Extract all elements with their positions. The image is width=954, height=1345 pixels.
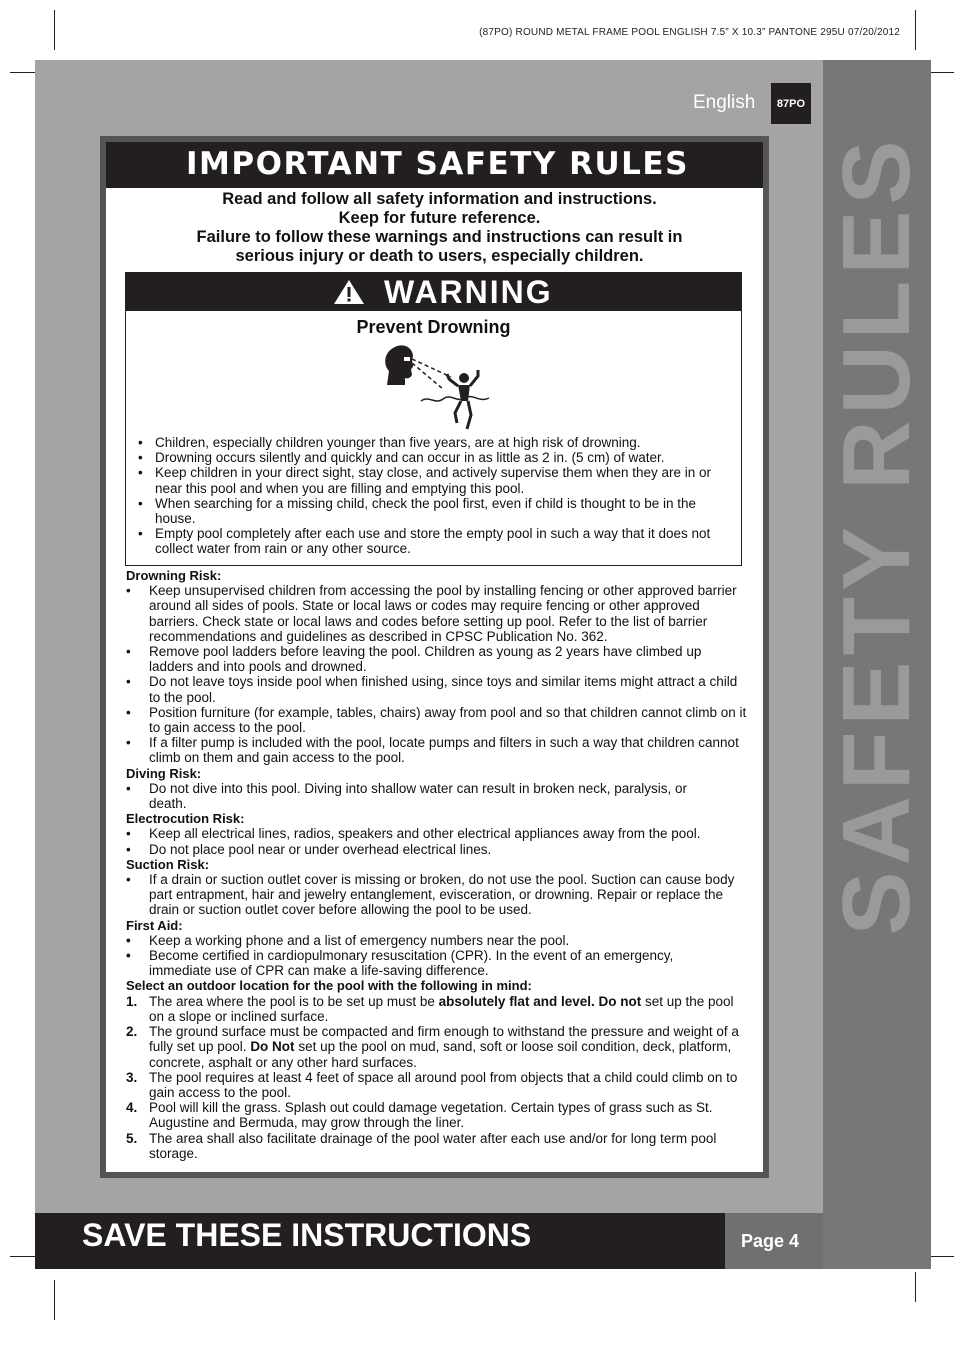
list-item: • When searching for a missing child, check the pool first, even if child is thought to be in the house. xyxy=(137,496,737,526)
list-item xyxy=(126,1024,748,1070)
list-item xyxy=(126,1070,748,1100)
footer-bar xyxy=(35,1213,725,1269)
list-item: • Position furniture (for example, tables, chairs) away from pool and so that children cannot climb on it to gain access to the pool. xyxy=(126,705,748,735)
section-title: Drowning Risk: xyxy=(126,568,222,583)
intro-line: serious injury or death to users, especially children. xyxy=(235,247,644,265)
safety-rules xyxy=(126,568,748,1161)
first-aid-list xyxy=(126,933,748,979)
page-number: Page 4 xyxy=(740,1230,800,1251)
list-item: • Become certified in cardiopulmonary resuscitation (CPR). In the event of an emergency, immediate use of CPR can make a life-saving difference. xyxy=(126,948,748,978)
item-text: The area where the pool is to be set up must be xyxy=(149,993,439,1009)
warning-box xyxy=(125,272,742,566)
language-label: English xyxy=(693,92,756,113)
page-title: IMPORTANT SAFETY RULES xyxy=(186,146,689,182)
crop-mark xyxy=(10,1256,35,1257)
intro-line: Keep for future reference. xyxy=(338,209,541,227)
item-text: Pool will kill the grass. Splash out could damage vegetation. Certain types of grass such as St. Augustine and Bermuda, may grow through the liner. xyxy=(149,1100,713,1131)
warning-list xyxy=(137,435,737,557)
diving-risk-list xyxy=(126,781,748,811)
section-title: First Aid: xyxy=(126,917,183,933)
item-number: 1. xyxy=(126,993,138,1009)
list-item: • Keep a working phone and a list of emergency numbers near the pool. xyxy=(126,933,748,948)
intro-line: Read and follow all safety information and instructions. xyxy=(222,190,657,208)
list-item: • Keep unsupervised children from accessing the pool by installing fencing or other approved barrier around all sides of pools. State or local laws or codes may require fencing or other approved barriers. Check state or local laws and codes before setting up pool. Refer to the list of barrier recommendations and guidelines as described in CPSC Publication No. 362. xyxy=(126,583,748,644)
side-label xyxy=(823,60,931,1269)
side-label-text: SAFETY RULES xyxy=(823,134,930,936)
warning-triangle-icon xyxy=(333,279,365,305)
footer-title: SAVE THESE INSTRUCTIONS xyxy=(82,1217,532,1253)
item-number: 3. xyxy=(126,1069,138,1085)
item-emphasis: absolutely flat and level. Do not xyxy=(438,993,642,1009)
list-item: • If a drain or suction outlet cover is missing or broken, do not use the pool. Suction can cause body part entrapment, hair and jewelry entanglement, evisceration, or drowning. Repair or replace the drain or suction outlet cover before allowing the pool to be used. xyxy=(126,872,748,918)
list-item: • Empty pool completely after each use and store the empty pool in such a way that it does not collect water from rain or any other source. xyxy=(137,526,737,556)
print-info: (87PO) ROUND METAL FRAME POOL ENGLISH 7.5” X 10.3” PANTONE 295U 07/20/2012 xyxy=(479,27,900,38)
crop-mark xyxy=(10,72,35,73)
section-title: Select an outdoor location for the pool with the following in mind: xyxy=(126,978,532,994)
item-text: The pool requires at least 4 feet of space all around pool from objects that a child could climb on to gain access to the pool. xyxy=(149,1069,738,1100)
safety-panel xyxy=(106,142,763,1172)
crop-mark xyxy=(930,72,954,73)
warning-header xyxy=(126,273,741,311)
page-number-box xyxy=(725,1213,823,1269)
list-item xyxy=(126,1131,748,1161)
list-item: • Drowning occurs silently and quickly and can occur in as little as 2 in. (5 cm) of water. xyxy=(137,450,737,465)
list-item xyxy=(126,1100,748,1130)
location-list xyxy=(126,994,748,1161)
section-title: Electrocution Risk: xyxy=(126,811,245,827)
list-item: • Keep all electrical lines, radios, speakers and other electrical appliances away from the pool. xyxy=(126,826,748,841)
electrocution-risk-list xyxy=(126,826,748,856)
item-text: The area shall also facilitate drainage of the pool water after each use and/or for long term pool storage. xyxy=(149,1130,717,1161)
item-text: set up the pool on mud, sand, soft or loose soil condition, deck, platform, concrete, asphalt or any other hard surfaces. xyxy=(149,1039,732,1070)
item-text: set up the pool on a slope or inclined surface. xyxy=(149,993,734,1024)
item-number: 2. xyxy=(126,1024,138,1040)
drowning-child-icon xyxy=(381,343,491,437)
intro-line: Failure to follow these warnings and instructions can result in xyxy=(196,228,683,246)
list-item: • Do not place pool near or under overhead electrical lines. xyxy=(126,842,748,857)
list-item: • Keep children in your direct sight, stay close, and actively supervise them when they are in or near this pool and when you are filling and emptying this pool. xyxy=(137,465,737,495)
list-item xyxy=(126,994,748,1024)
item-number: 4. xyxy=(126,1100,138,1116)
crop-mark xyxy=(54,1280,55,1320)
list-item: • Do not leave toys inside pool when finished using, since toys and similar items might attract a child to the pool. xyxy=(126,674,748,704)
crop-mark xyxy=(915,10,916,50)
list-item: • Children, especially children younger than five years, are at high risk of drowning. xyxy=(137,435,737,450)
warning-subheading: Prevent Drowning xyxy=(356,317,511,337)
section-title: Diving Risk: xyxy=(126,765,202,781)
warning-heading: WARNING xyxy=(384,274,553,310)
crop-mark xyxy=(915,1272,916,1302)
product-code-badge: 87PO xyxy=(771,83,811,124)
intro-text xyxy=(106,190,773,266)
title-bar xyxy=(106,142,763,188)
suction-risk-list xyxy=(126,872,748,918)
section-title: Suction Risk: xyxy=(126,856,210,872)
crop-mark xyxy=(930,1256,954,1257)
crop-mark xyxy=(54,10,55,50)
list-item: • Do not dive into this pool. Diving into shallow water can result in broken neck, paralysis, or death. xyxy=(126,781,748,811)
item-text: The ground surface must be compacted and firm enough to withstand the pressure and weight of a fully set up pool. xyxy=(149,1024,739,1055)
list-item: • If a filter pump is included with the pool, locate pumps and filters in such a way that children cannot climb on them and gain access to the pool. xyxy=(126,735,748,765)
item-emphasis: Do Not xyxy=(250,1039,295,1055)
drowning-risk-list xyxy=(126,583,748,765)
item-number: 5. xyxy=(126,1130,138,1146)
list-item: • Remove pool ladders before leaving the pool. Children as young as 2 years have climbed up ladders and into pools and drowned. xyxy=(126,644,748,674)
